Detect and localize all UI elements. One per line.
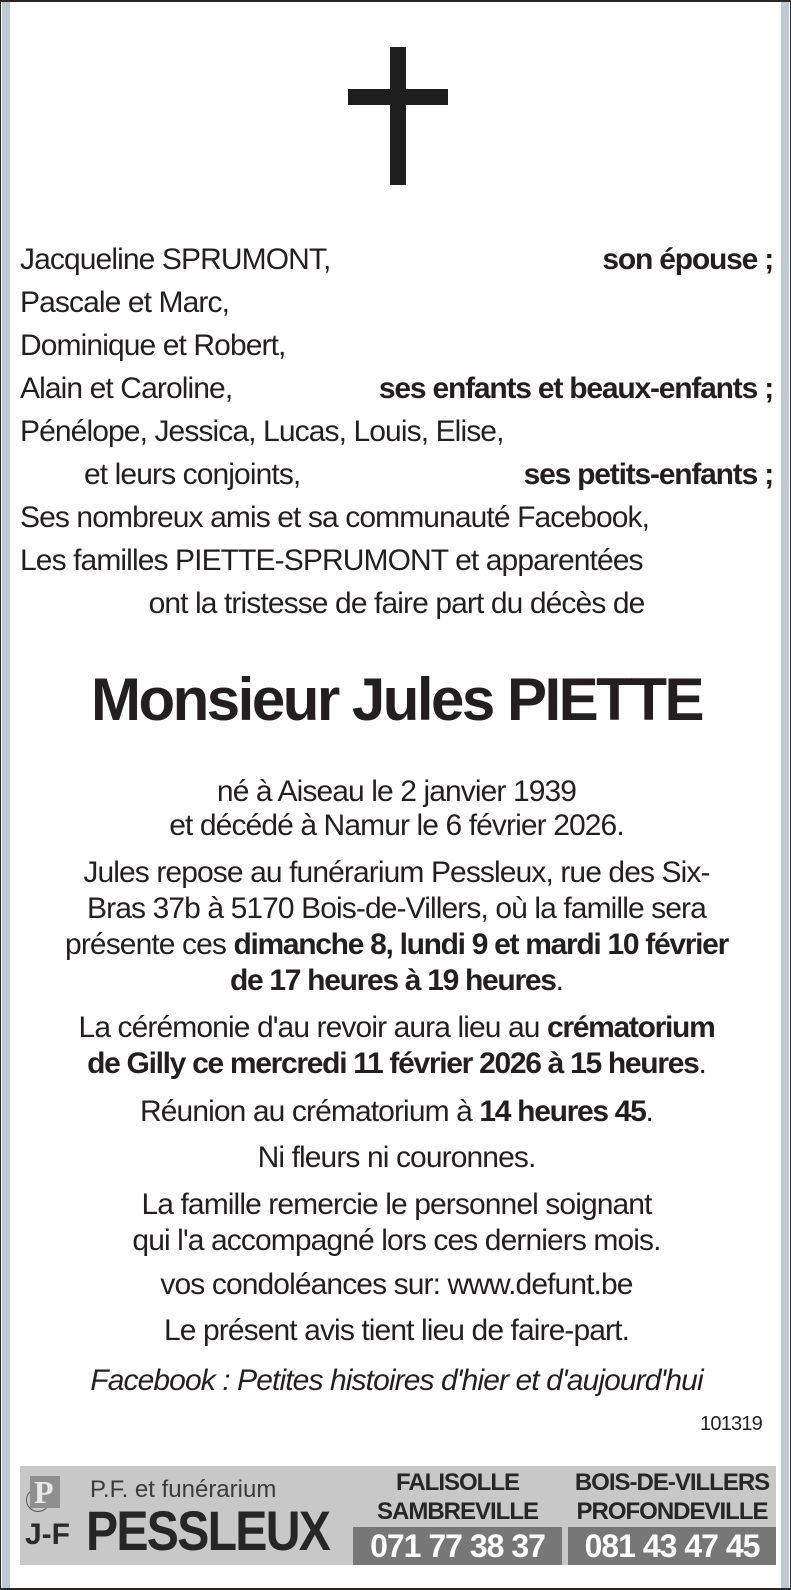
birth-info: né à Aiseau le 2 janvier 1939 bbox=[216, 775, 577, 808]
family-member-name: et leurs conjoints, bbox=[84, 458, 301, 491]
announcement-text: ont la tristesse de faire part du décès de bbox=[148, 587, 645, 620]
meeting-time: 14 heures 45 bbox=[479, 1095, 646, 1128]
family-member-name: Ses nombreux amis et sa communauté Facebook, bbox=[20, 501, 650, 534]
family-member-name: Dominique et Robert, bbox=[20, 329, 286, 362]
right-border-bar bbox=[781, 2, 789, 1588]
office-bois-de-villers bbox=[568, 1468, 776, 1526]
family-line bbox=[20, 281, 773, 325]
funeral-home-type: P.F. et funérarium bbox=[90, 1476, 277, 1503]
office-municipality: SAMBREVILLE bbox=[376, 1498, 538, 1525]
faire-part-text: Le présent avis tient lieu de faire-part. bbox=[163, 1314, 630, 1347]
left-border-bar bbox=[2, 2, 10, 1588]
family-member-name: Les familles PIETTE-SPRUMONT et apparentées bbox=[20, 544, 643, 577]
period: . bbox=[645, 1095, 653, 1128]
family-role: ses enfants et beaux-enfants ; bbox=[378, 372, 773, 405]
period: . bbox=[698, 1047, 706, 1080]
family-member-name: Pascale et Marc, bbox=[20, 286, 230, 319]
ceremony-prefix: La cérémonie d'au revoir aura lieu au bbox=[78, 1011, 548, 1044]
reference-number: 101319 bbox=[700, 1413, 762, 1435]
pessleux-logo-icon bbox=[26, 1474, 70, 1514]
repose-line-4 bbox=[20, 963, 773, 999]
no-flowers-text: Ni fleurs ni couronnes. bbox=[257, 1141, 536, 1174]
visiting-hours: de 17 heures à 19 heures bbox=[229, 964, 556, 997]
cross-horizontal-bar bbox=[348, 89, 448, 105]
thanks-line-2: qui l'a accompagné lors ces derniers mois. bbox=[132, 1224, 661, 1257]
ceremony-line-1 bbox=[20, 1010, 773, 1046]
ceremony-line-2 bbox=[20, 1046, 773, 1082]
family-line bbox=[20, 324, 773, 368]
meeting-line bbox=[20, 1094, 773, 1130]
family-role: son épouse ; bbox=[602, 243, 773, 276]
family-line bbox=[20, 367, 773, 411]
ceremony-place: crématorium bbox=[547, 1011, 715, 1044]
family-line bbox=[20, 453, 773, 497]
family-role: ses petits-enfants ; bbox=[523, 458, 773, 491]
deceased-name: Monsieur Jules PIETTE bbox=[91, 666, 702, 733]
phone-number-falisolle: 071 77 38 37 bbox=[353, 1527, 562, 1565]
visiting-days: dimanche 8, lundi 9 et mardi 10 février bbox=[233, 928, 728, 961]
funeral-home-initials: J-F bbox=[25, 1518, 70, 1551]
family-line bbox=[20, 496, 773, 540]
ceremony-datetime: de Gilly ce mercredi 11 février 2026 à 15 heures bbox=[87, 1047, 699, 1080]
family-member-name: Jacqueline SPRUMONT, bbox=[20, 243, 331, 276]
repose-line-3 bbox=[20, 927, 773, 963]
office-falisolle bbox=[353, 1468, 562, 1526]
repose-line-2: Bras 37b à 5170 Bois-de-Villers, où la famille sera bbox=[87, 892, 706, 925]
funeral-home-banner bbox=[20, 1466, 776, 1565]
office-municipality: PROFONDEVILLE bbox=[576, 1498, 768, 1525]
cross-icon bbox=[348, 47, 448, 185]
logo-letter: P bbox=[34, 1474, 54, 1510]
facebook-page-text: Facebook : Petites histoires d'hier et d'aujourd'hui bbox=[90, 1364, 703, 1397]
thanks-line-1: La famille remercie le personnel soignant bbox=[141, 1188, 652, 1221]
period: . bbox=[555, 964, 564, 997]
family-line bbox=[20, 410, 773, 454]
family-member-name: Pénélope, Jessica, Lucas, Louis, Elise, bbox=[20, 415, 504, 448]
condolences-text: vos condoléances sur: www.defunt.be bbox=[160, 1268, 633, 1301]
death-info: et décédé à Namur le 6 février 2026. bbox=[169, 809, 624, 842]
office-city: FALISOLLE bbox=[396, 1469, 519, 1496]
funeral-home-name: PESSLEUX bbox=[86, 1499, 330, 1562]
family-line bbox=[20, 238, 773, 282]
repose-line-1: Jules repose au funérarium Pessleux, rue des Six- bbox=[83, 856, 710, 889]
logo-swirl bbox=[26, 1488, 50, 1512]
repose-prefix: présente ces bbox=[65, 928, 234, 961]
cross-vertical-bar bbox=[390, 47, 406, 185]
office-city: BOIS-DE-VILLERS bbox=[574, 1469, 770, 1496]
meeting-prefix: Réunion au crématorium à bbox=[140, 1095, 480, 1128]
family-member-name: Alain et Caroline, bbox=[20, 372, 233, 405]
family-line bbox=[20, 539, 773, 583]
phone-number-bois-de-villers: 081 43 47 45 bbox=[568, 1527, 776, 1565]
